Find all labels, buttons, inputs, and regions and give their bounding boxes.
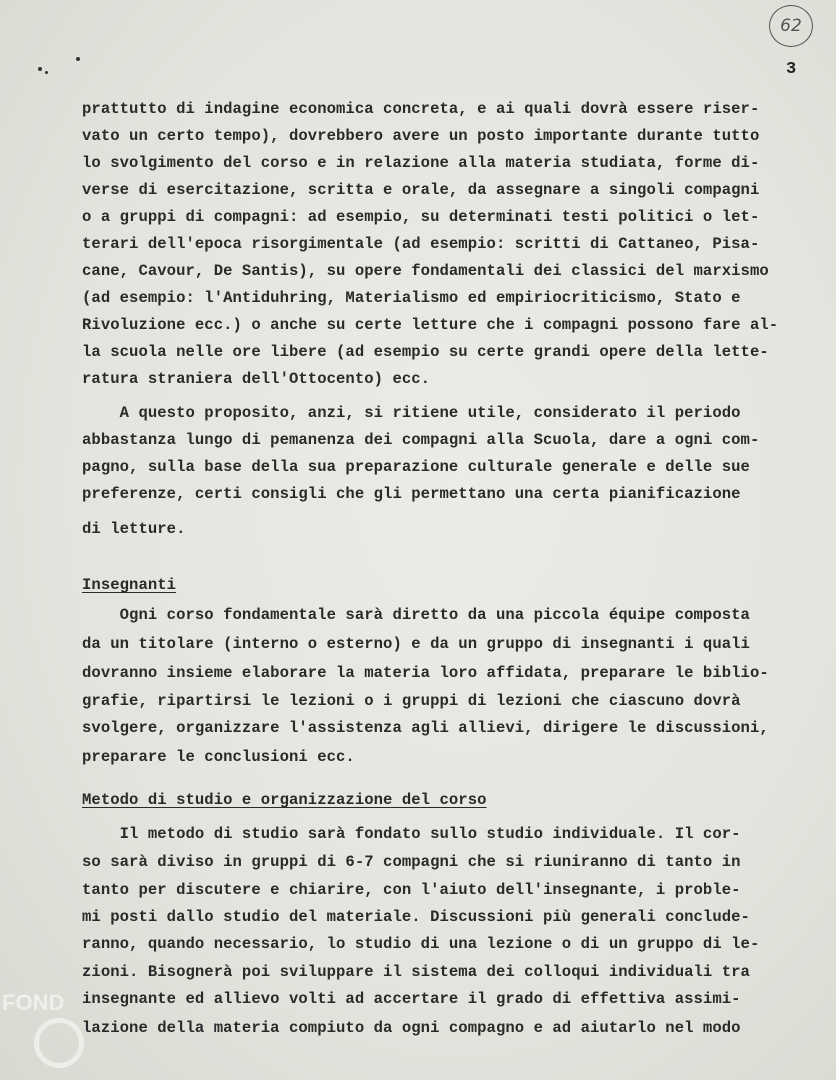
body-line: prattutto di indagine economica concreta, e ai quali dovrà essere riser- [82, 100, 760, 118]
archive-number-stamp: 62 [769, 5, 813, 47]
body-line: preferenze, certi consigli che gli permettano una certa pianificazione [82, 485, 741, 503]
body-line: A questo proposito, anzi, si ritiene utile, considerato il periodo [82, 404, 741, 422]
body-line: pagno, sulla base della sua preparazione culturale generale e delle sue [82, 458, 750, 476]
body-line: verse di esercitazione, scritta e orale, da assegnare a singoli compagni [82, 181, 760, 199]
section-heading-metodo: Metodo di studio e organizzazione del corso [82, 791, 487, 809]
watermark-logo-icon [34, 1018, 84, 1068]
body-line: lazione della materia compiuto da ogni compagno e ad aiutarlo nel modo [82, 1019, 741, 1037]
body-line: insegnante ed allievo volti ad accertare il grado di effettiva assimi- [82, 990, 741, 1008]
body-line: vato un certo tempo), dovrebbero avere un posto importante durante tutto [82, 127, 760, 145]
body-line: dovranno insieme elaborare la materia loro affidata, preparare le biblio- [82, 664, 769, 682]
body-line: (ad esempio: l'Antiduhring, Materialismo ed empiriocriticismo, Stato e [82, 289, 741, 307]
body-line: preparare le conclusioni ecc. [82, 748, 355, 766]
body-line: abbastanza lungo di pemanenza dei compagni alla Scuola, dare a ogni com- [82, 431, 760, 449]
body-line: Ogni corso fondamentale sarà diretto da una piccola équipe composta [82, 606, 750, 624]
page-number: 3 [786, 60, 797, 79]
body-line: o a gruppi di compagni: ad esempio, su determinati testi politici o let- [82, 208, 760, 226]
body-line: mi posti dallo studio del materiale. Discussioni più generali conclude- [82, 908, 750, 926]
body-line: Il metodo di studio sarà fondato sullo studio individuale. Il cor- [82, 825, 741, 843]
body-line: di letture. [82, 520, 186, 538]
body-line: zioni. Bisognerà poi sviluppare il sistema dei colloqui individuali tra [82, 963, 750, 981]
foundation-watermark [0, 990, 110, 1070]
body-line: ranno, quando necessario, lo studio di una lezione o di un gruppo di le- [82, 935, 760, 953]
ink-speck [45, 71, 48, 74]
ink-speck [38, 67, 42, 71]
body-line: tanto per discutere e chiarire, con l'aiuto dell'insegnante, i proble- [82, 881, 741, 899]
body-line: grafie, ripartirsi le lezioni o i gruppi di lezioni che ciascuno dovrà [82, 692, 741, 710]
body-line: terari dell'epoca risorgimentale (ad esempio: scritti di Cattaneo, Pisa- [82, 235, 760, 253]
body-line: da un titolare (interno o esterno) e da un gruppo di insegnanti i quali [82, 635, 750, 653]
body-line: la scuola nelle ore libere (ad esempio su certe grandi opere della lette- [82, 343, 769, 361]
ink-speck [76, 57, 80, 61]
body-line: svolgere, organizzare l'assistenza agli allievi, dirigere le discussioni, [82, 719, 769, 737]
body-line: ratura straniera dell'Ottocento) ecc. [82, 370, 431, 388]
watermark-text: FOND [2, 990, 65, 1015]
body-line: Rivoluzione ecc.) o anche su certe letture che i compagni possono fare al- [82, 316, 779, 334]
body-line: lo svolgimento del corso e in relazione alla materia studiata, forme di- [82, 154, 760, 172]
body-line: cane, Cavour, De Santis), su opere fondamentali dei classici del marxismo [82, 262, 769, 280]
body-line: so sarà diviso in gruppi di 6-7 compagni che si riuniranno di tanto in [82, 853, 741, 871]
section-heading-insegnanti: Insegnanti [82, 576, 177, 594]
